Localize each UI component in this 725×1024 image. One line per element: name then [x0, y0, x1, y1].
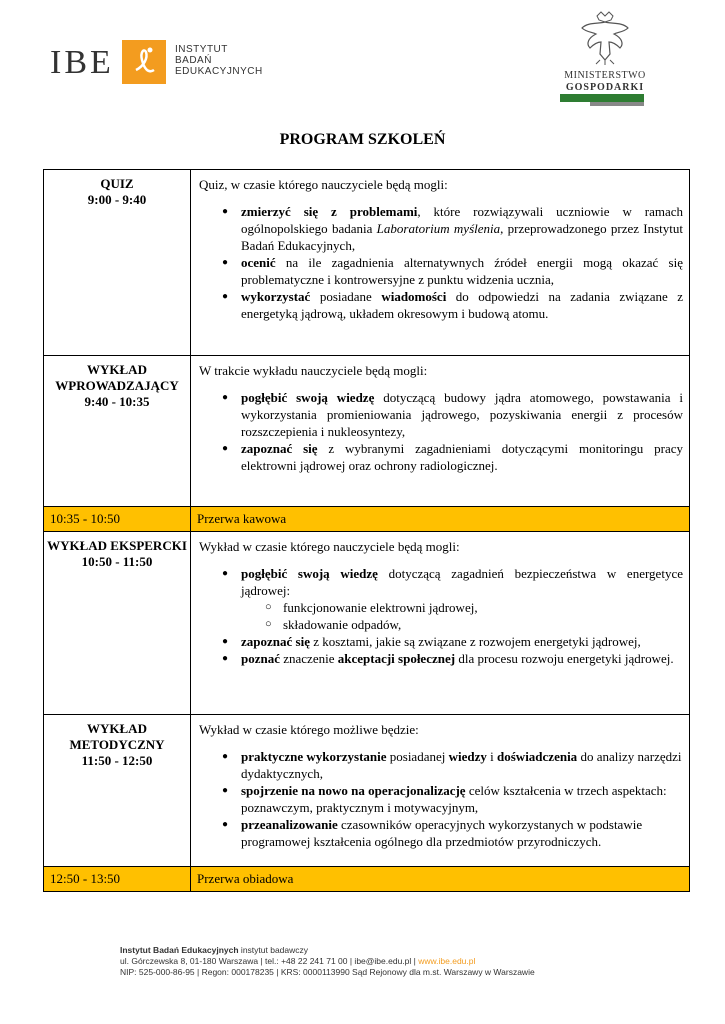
session-cell: [44, 532, 191, 715]
ministry-line2: GOSPODARKI: [565, 82, 645, 93]
session-cell: [44, 170, 191, 356]
ministry-line1: MINISTERSTWO: [564, 70, 646, 81]
bullet-list: [199, 748, 683, 850]
page-title: PROGRAM SZKOLEŃ: [279, 131, 446, 148]
eagle-emblem-icon: [578, 10, 632, 66]
ibe-logo-icon: [122, 40, 166, 84]
list-item: ● pogłębić swoją wiedzę dotyczącą zagadnień bezpieczeństwa w energetyce jądrowej: ○ funkcjonowanie elektrowni jądrowej, ○ składowanie odpadów,: [241, 565, 683, 633]
session-name: WYKŁAD EKSPERCKI: [47, 538, 187, 553]
page-header: [0, 0, 725, 120]
ibe-logo-text: IBE: [50, 44, 114, 81]
session-time: 10:50 - 11:50: [81, 554, 153, 569]
bullet-list: [199, 203, 683, 322]
list-item: ● zapoznać się z kosztami, jakie są związane z rozwojem energetyki jądrowej,: [241, 633, 683, 650]
break-label: Przerwa obiadowa: [191, 867, 690, 892]
session-intro: W trakcie wykładu nauczyciele będą mogli:: [199, 363, 428, 378]
ministry-logo: [560, 10, 650, 110]
break-time: 10:35 - 10:50: [44, 507, 191, 532]
session-cell: [44, 356, 191, 507]
list-item: ● poznać znaczenie akceptacji społecznej dla procesu rozwoju energetyki jądrowej.: [241, 650, 683, 667]
table-row-lunch-break: [44, 867, 690, 892]
ibe-name: [175, 44, 263, 77]
session-description: [191, 356, 690, 507]
list-item: ● ocenić na ile zagadnienia alternatywnych źródeł energii mogą okazać się problematyczne i kontrowersyjne z punktu widzenia ucznia,: [241, 254, 683, 288]
website-link[interactable]: www.ibe.edu.pl: [418, 956, 476, 966]
table-row-method-lecture: [44, 715, 690, 867]
session-time: 9:40 - 10:35: [84, 394, 150, 409]
ibe-name-line: INSTYTUT: [175, 44, 228, 55]
ministry-bar: [560, 94, 644, 102]
list-item: ● zmierzyć się z problemami, które rozwiązywali uczniowie w ramach ogólnopolskiego badania Laboratorium myślenia, przeprowadzonego przez Instytut Badań Edukacyjnych,: [241, 203, 683, 254]
table-row-intro-lecture: [44, 356, 690, 507]
session-intro: Wykład w czasie którego nauczyciele będą mogli:: [199, 539, 460, 554]
session-intro: Wykład w czasie którego możliwe będzie:: [199, 722, 419, 737]
list-item: ● spojrzenie na nowo na operacjonalizację celów kształcenia w trzech aspektach: poznawczym, praktycznym i motywacyjnym,: [241, 782, 683, 816]
session-description: [191, 715, 690, 867]
footer-address: ul. Górczewska 8, 01-180 Warszawa | tel.: +48 22 241 71 00 | ibe@ibe.edu.pl | www.ibe.edu.pl: [120, 956, 476, 966]
session-name: QUIZ: [100, 176, 134, 191]
ibe-name-line: EDUKACYJNYCH: [175, 66, 263, 77]
list-item: ● przeanalizowanie czasowników operacyjnych wykorzystanych w podstawie programowej kształcenia ogólnego dla przedmiotów przyrodniczych.: [241, 816, 683, 850]
break-label: Przerwa kawowa: [191, 507, 690, 532]
session-time: 11:50 - 12:50: [81, 753, 153, 768]
list-item: ● wykorzystać posiadane wiadomości do odpowiedzi na zadania związane z energetyką jądrową, układem okresowym i budową atomu.: [241, 288, 683, 322]
list-item: ● praktyczne wykorzystanie posiadanej wiedzy i doświadczenia do analizy narzędzi dydaktycznych,: [241, 748, 683, 782]
break-time: 12:50 - 13:50: [44, 867, 191, 892]
session-description: [191, 170, 690, 356]
session-intro: Quiz, w czasie którego nauczyciele będą mogli:: [199, 177, 448, 192]
sub-list: [241, 599, 683, 633]
session-time: 9:00 - 9:40: [87, 192, 147, 207]
footer-org: Instytut Badań Edukacyjnych instytut badawczy: [120, 945, 309, 955]
ibe-name-line: BADAŃ: [175, 55, 212, 66]
ministry-bar-gray: [590, 102, 644, 106]
session-name: WYKŁAD WPROWADZAJĄCY: [55, 362, 179, 393]
page-footer: [120, 945, 535, 978]
table-row-expert-lecture: [44, 532, 690, 715]
list-item: ● zapoznać się z wybranymi zagadnieniami dotyczącymi monitoringu pracy elektrowni jądrowej oraz ochrony radiologicznej.: [241, 440, 683, 474]
session-cell: [44, 715, 191, 867]
table-row-coffee-break: [44, 507, 690, 532]
sub-list-item: ○ składowanie odpadów,: [283, 616, 683, 633]
sub-list-item: ○ funkcjonowanie elektrowni jądrowej,: [283, 599, 683, 616]
list-item: ● pogłębić swoją wiedzę dotyczącą budowy jądra atomowego, powstawania i wykorzystania promieniowania jądrowego, pozyskiwania energii z procesów rozszczepienia i nukleosyntezy,: [241, 389, 683, 440]
footer-registry: NIP: 525-000-86-95 | Regon: 000178235 | KRS: 0000113990 Sąd Rejonowy dla m.st. Warszawy w Warszawie: [120, 967, 535, 977]
bullet-list: [199, 565, 683, 667]
table-row-quiz: [44, 170, 690, 356]
session-name: WYKŁAD METODYCZNY: [69, 721, 165, 752]
session-description: [191, 532, 690, 715]
schedule-table: [43, 169, 690, 892]
bullet-list: [199, 389, 683, 474]
